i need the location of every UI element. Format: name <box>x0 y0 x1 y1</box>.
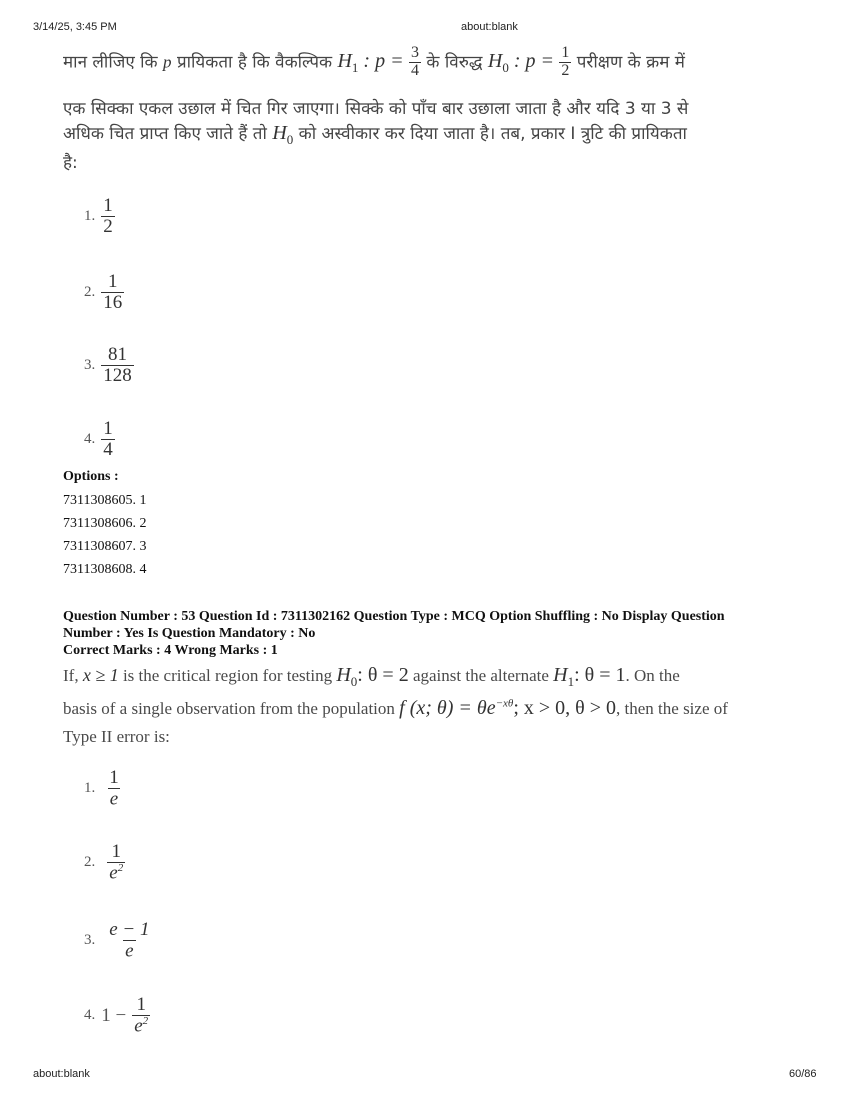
q53-text: If, <box>63 666 79 685</box>
q53-marks: Correct Marks : 4 Wrong Marks : 1 <box>63 643 278 658</box>
q52-h0-sub: 0 <box>502 60 509 76</box>
option-fraction <box>101 419 115 460</box>
q52-h0-inline <box>272 122 294 147</box>
q52-text: के विरुद्ध <box>426 52 483 73</box>
option-number: 2. <box>84 283 96 300</box>
q52-h0-label: H <box>487 50 503 73</box>
q52-text: मान लीजिए कि <box>63 52 158 73</box>
option-fraction <box>107 920 151 961</box>
q53-text: , then the size of <box>616 699 728 718</box>
frac-num: e − 1 <box>109 919 150 940</box>
q53-text: is the critical region for testing <box>122 666 333 685</box>
q52-h1-fraction <box>409 45 421 80</box>
q53-text: . On the <box>625 666 680 685</box>
q53-text: against the alternate <box>412 666 549 685</box>
frac-num: 81 <box>108 344 127 365</box>
q53-text: basis of a single observation from the population <box>63 699 395 718</box>
q53-h1-eq: : θ = 1 <box>574 664 626 686</box>
q52-h0 <box>487 50 554 76</box>
option-fraction <box>107 842 125 883</box>
option-number: 4. <box>84 430 96 447</box>
q53-h0 <box>336 664 409 689</box>
option-fraction <box>101 345 134 386</box>
q53-pdf-expr: f (x; θ) = θe <box>399 697 496 719</box>
q52-line-4: है: <box>63 153 78 173</box>
frac-num: 1 <box>103 418 113 439</box>
frac-den-base: e <box>109 862 118 884</box>
option-id: 7311308606. 2 <box>63 516 147 531</box>
q52-line-3 <box>63 121 687 148</box>
print-datetime: 3/14/25, 3:45 PM <box>33 21 117 33</box>
frac-den: 2 <box>561 61 570 79</box>
frac-den <box>123 940 135 961</box>
q52-h0-fraction <box>559 45 571 80</box>
option-prefix: 1 − <box>101 1004 127 1026</box>
frac-den-exp: 2 <box>142 1014 149 1027</box>
frac-num: 1 <box>136 994 146 1015</box>
option-fraction <box>132 995 150 1036</box>
q52-option-id-list <box>63 469 146 581</box>
q52-h1-sub: 1 <box>351 60 359 76</box>
frac-den: 4 <box>410 61 419 79</box>
option-number: 3. <box>84 356 96 373</box>
frac-num: 1 <box>109 767 119 788</box>
q52-text: प्रायिकता है कि वैकल्पिक <box>176 52 333 73</box>
q52-text: को अस्वीकार कर दिया जाता है। तब, प्रकार I त्रुटि की प्रायिकता <box>298 124 687 144</box>
q53-line-3: Type II error is: <box>63 727 170 746</box>
frac-den: 16 <box>103 291 123 313</box>
q52-h1-label: H <box>337 50 352 73</box>
q52-var-p: p <box>163 52 172 72</box>
q52-option-4 <box>84 419 115 460</box>
frac-num: 1 <box>103 195 113 216</box>
q53-line-2 <box>63 697 728 720</box>
option-id: 7311308605. 1 <box>63 493 147 508</box>
q53-h1-sub: 1 <box>567 674 575 689</box>
print-footer-url: about:blank <box>33 1068 90 1080</box>
q53-h0-eq: : θ = 2 <box>357 664 409 686</box>
frac-den-base: e <box>125 940 134 962</box>
q53-option-2 <box>84 842 125 883</box>
q52-h1 <box>337 50 404 76</box>
option-id: 7311308608. 4 <box>63 562 147 577</box>
frac-num: 3 <box>410 44 419 61</box>
q52-option-1 <box>84 196 115 237</box>
frac-den <box>108 788 120 809</box>
q53-option-4 <box>84 995 150 1036</box>
page-number: 60/86 <box>789 1068 817 1080</box>
option-number: 3. <box>84 932 96 949</box>
q52-line-2: एक सिक्का एकल उछाल में चित गिर जाएगा। सिक्के को पाँच बार उछाला जाता है और यदि 3 या 3 से <box>63 99 689 119</box>
q53-h1-label: H <box>553 664 568 686</box>
frac-num: 1 <box>561 44 570 61</box>
q52-line-1 <box>63 45 685 80</box>
q52-option-3 <box>84 345 134 386</box>
q52-h1-eq: : p = <box>363 50 404 73</box>
q53-meta <box>63 608 803 659</box>
q53-meta-line-1: Question Number : 53 Question Id : 7311302162 Question Type : MCQ Option Shuffling : No Display Question <box>63 609 725 624</box>
q53-pdf <box>399 697 616 719</box>
q53-h0-sub: 0 <box>350 674 358 689</box>
print-title: about:blank <box>461 21 518 33</box>
q53-h0-label: H <box>336 664 351 686</box>
q53-pdf-domain: ; x > 0, θ > 0 <box>513 697 617 719</box>
option-number: 2. <box>84 854 96 871</box>
q52-h0-inline-sub: 0 <box>286 132 294 147</box>
option-fraction <box>101 272 124 313</box>
frac-den <box>107 862 125 883</box>
option-id: 7311308607. 3 <box>63 539 147 554</box>
frac-den <box>132 1015 150 1036</box>
q53-h1 <box>553 664 626 689</box>
frac-den-exp: 2 <box>117 861 124 874</box>
q52-text: परीक्षण के क्रम में <box>576 52 685 73</box>
frac-den: 128 <box>103 364 132 386</box>
option-fraction <box>101 196 115 237</box>
q53-line-1 <box>63 664 680 690</box>
option-number: 1. <box>84 780 96 797</box>
option-fraction <box>107 768 121 809</box>
q52-h0-inline-label: H <box>272 122 287 144</box>
q52-option-2 <box>84 272 124 313</box>
frac-den: 4 <box>103 438 113 460</box>
q52-text: अधिक चित प्राप्त किए जाते हैं तो <box>63 124 267 144</box>
frac-num: 1 <box>111 841 121 862</box>
q53-meta-line-2: Number : Yes Is Question Mandatory : No <box>63 626 316 641</box>
option-number: 1. <box>84 207 96 224</box>
q53-pdf-exponent: −xθ <box>495 697 514 710</box>
options-heading: Options : <box>63 469 119 484</box>
frac-num: 1 <box>108 271 118 292</box>
q53-critical-region: x ≥ 1 <box>82 665 119 685</box>
frac-den-base: e <box>109 788 119 810</box>
option-number: 4. <box>84 1007 96 1024</box>
q53-option-1 <box>84 768 121 809</box>
q52-h0-eq: : p = <box>513 50 554 73</box>
frac-den-base: e <box>134 1015 143 1037</box>
q53-option-3 <box>84 920 152 961</box>
frac-den: 2 <box>103 215 113 237</box>
